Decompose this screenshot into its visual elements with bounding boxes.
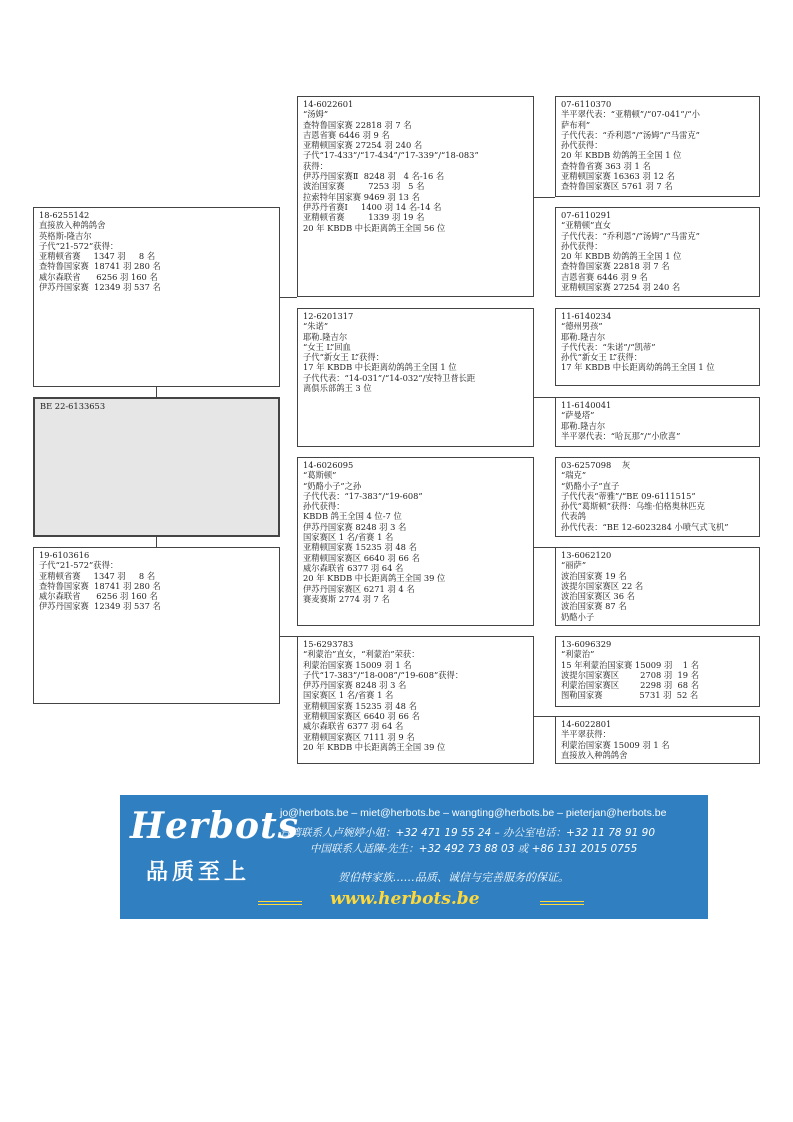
- connector: [280, 636, 297, 637]
- pedigree-line: 孙代获得：: [561, 140, 603, 151]
- pedigree-line: 波治国家赛区 36 名: [561, 591, 635, 602]
- ped-mmm: [555, 716, 760, 764]
- ped-fmm: [555, 397, 760, 447]
- divider: [540, 901, 584, 905]
- pedigree-line: 17 年 KBDB 中长距离幼鸽鸽王全国 1 位: [303, 362, 457, 373]
- pedigree-line: 20 年 KBDB 中长距离鸽王全国 39 位: [303, 573, 446, 584]
- ped-subject: [33, 397, 280, 537]
- pedigree-line: 亚精顿国家赛 16363 羽 12 名: [561, 171, 675, 182]
- pedigree-line: 萨布利”: [561, 119, 591, 130]
- banner-tagline: 贺伯特家族……品质、诚信与完善服务的保证。: [338, 871, 569, 884]
- connector: [156, 537, 157, 547]
- pedigree-line: 奶酪小子: [561, 611, 595, 622]
- ring-number: 14-6022801: [561, 719, 612, 729]
- pedigree-line: “亚精顿”直女: [561, 220, 611, 231]
- ped-fm: [297, 308, 534, 447]
- pedigree-line: 17 年 KBDB 中长距离幼鸽鸽王全国 1 位: [561, 362, 715, 373]
- pedigree-line: 波治国家赛 87 名: [561, 601, 627, 612]
- ped-fff: [555, 96, 760, 197]
- pedigree-line: “葛斯顿”: [303, 470, 337, 481]
- pedigree-line: “女王 L”回血: [303, 341, 351, 352]
- pedigree-line: 20 年 KBDB 中长距离鸽王全国 39 位: [303, 741, 446, 752]
- pedigree-line: 代表鸽: [561, 511, 586, 522]
- pedigree-line: “德州男孩”: [561, 321, 603, 332]
- connector: [534, 547, 555, 548]
- pedigree-line: 伊苏丹国家赛 12349 羽 537 名: [39, 282, 161, 293]
- banner-taiwan-contact: 台湾联系人卢婉婷小姐：+32 471 19 55 24 – 办公室电话：+32 11 78 91 90: [280, 827, 656, 839]
- pedigree-line: “萨曼塔”: [561, 410, 595, 421]
- pedigree-line: “利蒙治”: [561, 649, 595, 660]
- pedigree-line: 半平翠代表：“哈瓦那”/“小欣喜”: [561, 430, 681, 441]
- pedigree-line: 直接放入种鸽鸽舍: [39, 220, 106, 231]
- banner-china-contact: 中国联系人适陳-先生：+32 492 73 88 03 或 +86 131 2015 0755: [310, 843, 638, 855]
- pedigree-line: 查特鲁省赛 363 羽 1 名: [561, 160, 651, 171]
- pedigree-line: 子代代表：“17-383”/“19-608”: [303, 490, 423, 501]
- ring-number: 07-6110291: [561, 210, 612, 220]
- pedigree-line: 威尔森联省 6256 羽 160 名: [39, 591, 158, 602]
- pedigree-line: 孙代获得：: [303, 501, 345, 512]
- pedigree-line: 耶勒.隆吉尔: [303, 331, 348, 342]
- pedigree-line: 孙代“新女王 L”获得：: [561, 352, 643, 363]
- pedigree-line: 查特鲁国家赛区 5761 羽 7 名: [561, 181, 673, 192]
- pedigree-line: 拉索特年国家赛 9469 羽 13 名: [303, 191, 420, 202]
- pedigree-line: 利蒙治国家赛区 2298 羽 68 名: [561, 680, 699, 691]
- ring-number: 18-6255142: [39, 210, 90, 220]
- pedigree-line: KBDB 鸽王全国 4 位-7 位: [303, 511, 402, 522]
- pedigree-line: “朱诺”: [303, 321, 329, 332]
- ped-mfm: [555, 547, 760, 626]
- ped-mm: [297, 636, 534, 764]
- pedigree-line: 半平翠获得：: [561, 729, 611, 740]
- pedigree-line: 英格斯-隆吉尔: [39, 230, 92, 241]
- pedigree-line: 子代代表“蒂雅”/“BE 09-6111515”: [561, 490, 696, 501]
- pedigree-line: 耶勒.隆吉尔: [561, 420, 606, 431]
- pedigree-line: 20 年 KBDB 中长距离鸽王全国 56 位: [303, 222, 446, 233]
- pedigree-line: 利蒙治国家赛 15009 羽 1 名: [561, 739, 670, 750]
- pedigree-line: 半平翠代表：“亚精顿”/“07-041”/“小: [561, 109, 700, 120]
- pedigree-line: 孙代获得：: [561, 240, 603, 251]
- pedigree-line: 孙代代表：“BE 12-6023284 小喷气式飞机”: [561, 521, 729, 532]
- ped-ff: [297, 96, 534, 297]
- pedigree-line: 20 年 KBDB 幼鸽鸽王全国 1 位: [561, 150, 682, 161]
- pedigree-line: 亚精顿国家赛区 6640 羽 66 名: [303, 711, 420, 722]
- pedigree-line: 吉恩省赛 6446 羽 9 名: [561, 271, 648, 282]
- pedigree-line: 赛麦赛斯 2774 羽 7 名: [303, 593, 390, 604]
- pedigree-line: 子代“新女王 L”获得：: [303, 352, 385, 363]
- pedigree-line: 利蒙治国家赛 15009 羽 1 名: [303, 659, 412, 670]
- pedigree-line: 亚精顿国家赛 15235 羽 48 名: [303, 542, 417, 553]
- pedigree-line: 伊苏丹国家赛 8248 羽 3 名: [303, 521, 407, 532]
- connector: [534, 716, 555, 717]
- pedigree-line: 查特鲁国家赛 18741 羽 280 名: [39, 261, 161, 272]
- ring-number: 07-6110370: [561, 99, 612, 109]
- pedigree-line: 亚精顿国家赛 27254 羽 240 名: [561, 282, 681, 293]
- pedigree-line: 耶勒.隆吉尔: [561, 331, 606, 342]
- pedigree-line: 威尔森联省 6377 羽 64 名: [303, 721, 404, 732]
- pedigree-line: “奶酪小子”直子: [561, 480, 620, 491]
- ped-mff: [555, 457, 760, 537]
- ring-number: 11-6140041: [561, 400, 612, 410]
- connector: [156, 387, 157, 397]
- pedigree-line: 子代代表：“乔利恩”/“汤姆”/“马雷克”: [561, 230, 700, 241]
- ring-number: 12-6201317: [303, 311, 354, 321]
- pedigree-line: 伊苏丹国家赛 12349 羽 537 名: [39, 601, 161, 612]
- banner-emails[interactable]: jo@herbots.be – miet@herbots.be – wangting@herbots.be – pieterjan@herbots.be: [280, 807, 667, 819]
- ring-number: 11-6140234: [561, 311, 612, 321]
- ped-ffm: [555, 207, 760, 297]
- website-link[interactable]: www.herbots.be: [330, 889, 480, 909]
- pedigree-line: 国家赛区 1 名/省赛 1 名: [303, 690, 394, 701]
- pedigree-line: 吉恩省赛 6446 羽 9 名: [303, 129, 390, 140]
- pedigree-line: 子代代表：“14-031”/“14-032”/安特卫普长距: [303, 372, 476, 383]
- pedigree-line: 获得：: [303, 160, 328, 171]
- ring-number: 15-6293783: [303, 639, 354, 649]
- pedigree-line: 伊苏丹省赛Ⅰ 1400 羽 14 名-14 名: [303, 201, 442, 212]
- ring-number: 13-6062120: [561, 550, 612, 560]
- pedigree-line: 子代代表：“乔利恩”/“汤姆”/“马雷克”: [561, 129, 700, 140]
- pedigree-line: 孙代“葛斯顿”获得：乌维·伯格奥林匹克: [561, 501, 705, 512]
- herbots-logo: Herbots: [130, 805, 299, 847]
- pedigree-line: 子代“21-572”获得：: [39, 560, 119, 571]
- pedigree-line: 亚精顿省赛 1347 羽 8 名: [39, 251, 156, 262]
- pedigree-line: 子代“21-572”获得：: [39, 240, 119, 251]
- pedigree-line: “汤姆”: [303, 109, 329, 120]
- pedigree-line: 20 年 KBDB 幼鸽鸽王全国 1 位: [561, 251, 682, 262]
- ring-number: 14-6026095: [303, 460, 354, 470]
- ring-number: 03-6257098 灰: [561, 460, 631, 470]
- pedigree-line: “利蒙治”直女，“利蒙治”荣获：: [303, 649, 420, 660]
- pedigree-line: 伊苏丹国家赛 8248 羽 3 名: [303, 680, 407, 691]
- ped-mother: [33, 547, 280, 704]
- pedigree-line: 离俱乐部鸽王 3 位: [303, 383, 372, 394]
- pedigree-line: 波治国家赛 7253 羽 5 名: [303, 181, 425, 192]
- pedigree-line: 亚精顿省赛 1339 羽 19 名: [303, 212, 425, 223]
- ring-number: 19-6103616: [39, 550, 90, 560]
- connector: [534, 397, 555, 398]
- pedigree-line: 亚精顿国家赛 27254 羽 240 名: [303, 140, 423, 151]
- pedigree-line: 图勒国家赛 5731 羽 52 名: [561, 690, 699, 701]
- connector: [534, 197, 555, 198]
- ped-mf: [297, 457, 534, 626]
- pedigree-line: 波提尔国家赛区 2708 羽 19 名: [561, 669, 699, 680]
- pedigree-line: 亚精顿国家赛 15235 羽 48 名: [303, 700, 417, 711]
- pedigree-line: 查特鲁国家赛 18741 羽 280 名: [39, 580, 161, 591]
- pedigree-line: 威尔森联省 6377 羽 64 名: [303, 562, 404, 573]
- ring-number: 13-6096329: [561, 639, 612, 649]
- pedigree-line: 伊苏丹国家赛区 6271 羽 4 名: [303, 583, 415, 594]
- pedigree-line: 15 年利蒙治国家赛 15009 羽 1 名: [561, 659, 700, 670]
- ped-mmf: [555, 636, 760, 707]
- pedigree-line: 查特鲁国家赛 22818 羽 7 名: [303, 119, 412, 130]
- pedigree-line: 威尔森联省 6256 羽 160 名: [39, 271, 158, 282]
- pedigree-line: 子代代表：“朱诺”/“凯蒂”: [561, 341, 656, 352]
- pedigree-line: 波治国家赛 19 名: [561, 570, 627, 581]
- pedigree-line: “瑞克”: [561, 470, 587, 481]
- connector: [280, 297, 297, 298]
- pedigree-line: 波提尔国家赛区 22 名: [561, 580, 644, 591]
- pedigree-line: 查特鲁国家赛 22818 羽 7 名: [561, 261, 670, 272]
- pedigree-line: 子代“17-433”/“17-434”/“17-339”/“18-083”: [303, 150, 479, 161]
- pedigree-line: “丽萨”: [561, 560, 587, 571]
- subject-ring: BE 22-6133653: [40, 401, 106, 411]
- pedigree-line: 子代“17-383”/“18-008”/“19-608”获得：: [303, 669, 464, 680]
- pedigree-line: 伊苏丹国家赛Ⅱ 8248 羽 4 名-16 名: [303, 171, 445, 182]
- pedigree-line: 亚精顿国家赛区 7111 羽 9 名: [303, 731, 415, 742]
- ped-fmf: [555, 308, 760, 386]
- divider: [258, 901, 302, 905]
- ped-father: [33, 207, 280, 387]
- pedigree-line: 国家赛区 1 名/省赛 1 名: [303, 532, 394, 543]
- pedigree-line: “奶酪小子”之孙: [303, 480, 362, 491]
- pedigree-line: 直接放入种鸽鸽舍: [561, 749, 628, 760]
- ring-number: 14-6022601: [303, 99, 354, 109]
- pedigree-line: 亚精顿国家赛区 6640 羽 66 名: [303, 552, 420, 563]
- pedigree-line: 亚精顿省赛 1347 羽 8 名: [39, 570, 156, 581]
- banner-slogan: 品质至上: [146, 860, 251, 885]
- herbots-banner: [120, 795, 708, 919]
